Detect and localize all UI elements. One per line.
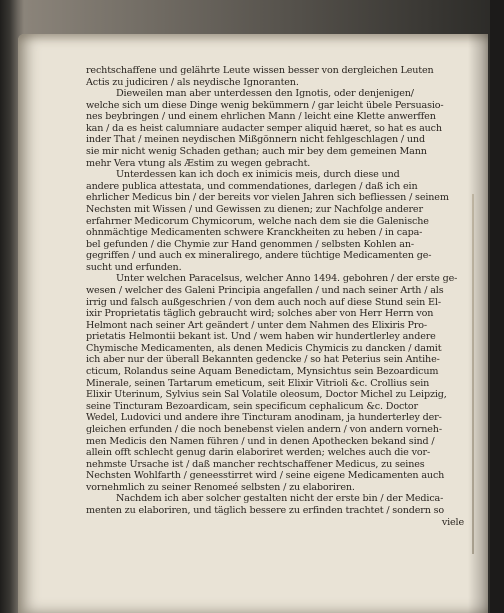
text-line: Unter welchen Paracelsus, welcher Anno 1494. gebohren / der erste ge- [116,273,458,285]
text-line: Unterdessen kan ich doch ex inimicis meis, durch diese und [116,169,400,181]
text-line: ehrlicher Medicus bin / der bereits vor vielen Jahren sich befliessen / seinem [86,192,449,204]
text-line: wesen / welcher des Galeni Principia angefallen / und nach seiner Arth / als [86,284,444,296]
text-line: welche sich um diese Dinge wenig bekümmern / gar leicht übele Persuasio- [86,99,444,111]
text-line: gleichen erfunden / die noch benebenst vielen andern / von andern vorneh- [86,423,442,435]
text-line: mehr Vera vtung als Æstim zu wegen gebracht. [86,157,311,169]
scanner-edge [490,0,504,613]
text-line: sucht und erfunden. [86,261,182,273]
text-line: sie mir nicht wenig Schaden gethan; auch mir bey dem gemeinen Mann [86,146,427,158]
text-line: Elixir Uterinum, Sylvius sein Sal Volatile oleosum, Doctor Michel zu Leipzig, [86,389,447,401]
text-line: prietatis Helmontii bekant ist. Und / wem haben wir hundertlerley andere [86,331,436,343]
text-line: viele [441,516,464,528]
text-line: cticum, Rolandus seine Aquam Benedictam, Mynsichtus sein Bezoardicum [86,366,439,378]
text-line: erfahrner Medicorum Chymicorum, welche nach dem sie die Galenische [86,215,429,227]
text-line: men Medicis den Namen führen / und in denen Apothecken bekand sind / [86,435,435,447]
text-line: allein offt schlecht genug darin elaboriret werden; welches auch die vor- [86,447,431,459]
text-line: Actis zu judiciren / als neydische Ignoranten. [86,76,299,88]
text-line: ixir Proprietatis täglich gebraucht wird; solches aber von Herr Herrn von [86,308,434,320]
text-line: Chymische Medicamenten, als denen Medicis Chymicis zu dancken / damit [86,342,442,354]
text-line: ich aber nur der überall Bekannten gedencke / so hat Peterius sein Antihe- [86,354,440,366]
text-line: Nechsten Wohlfarth / geneesstirret wird / seine eigene Medicamenten auch [86,470,445,482]
body-text [86,65,470,528]
text-line: rechtschaffene und gelährte Leute wissen besser von dergleichen Leuten [86,65,434,76]
page-edge-mark [472,194,474,554]
text-line: Nachdem ich aber solcher gestalten nicht der erste bin / der Medica- [116,493,444,505]
text-line: menten zu elaboriren, und täglich bessere zu erfinden trachtet / sondern so [86,504,445,516]
text-line: bel gefunden / die Chymie zur Hand genommen / selbsten Kohlen an- [86,238,414,250]
text-line: Wedel, Ludovici und andere ihre Tincturam anodinam, ja hunderterley der- [86,412,442,424]
text-line: irrig und falsch außgeschrien / von dem auch noch auf diese Stund sein El- [86,296,441,308]
text-line: ohnmächtige Medicamenten schwere Kranckheiten zu heben / in capa- [86,227,423,239]
text-line: nehmste Ursache ist / daß mancher rechtschaffener Medicus, zu seines [86,458,425,470]
text-line: vornehmlich zu seiner Renomeé selbsten / zu elaboriren. [86,481,355,493]
text-line: Nechsten mit Wissen / und Gewissen zu dienen; zur Nachfolge anderer [86,203,423,215]
text-line: seine Tincturam Bezoardicam, sein specificum cephalicum &c. Doctor [86,400,418,412]
text-line: inder That / meinen neydischen Mißgönnern nicht fehlgeschlagen / und [86,134,425,146]
text-line: nes beybringen / und einem ehrlichen Mann / leicht eine Klette anwerffen [86,111,436,123]
text-line: gegriffen / und auch ex mineralirego, andere tüchtige Medicamenten ge- [86,250,432,262]
text-line: andere publica attestata, und commendationes, darlegen / daß ich ein [86,180,418,192]
text-line: Minerale, seinen Tartarum emeticum, seit Elixir Vitrioli &c. Crollius sein [86,377,430,389]
text-line: Dieweilen man aber unterdessen den Ignotis, oder denjenigen/ [116,88,414,100]
text-line: Helmont nach seiner Art geändert / unter dem Nahmen des Elixiris Pro- [86,319,427,331]
text-line: kan / da es heist calumniare audacter semper aliquid hæret, so hat es auch [86,122,442,134]
